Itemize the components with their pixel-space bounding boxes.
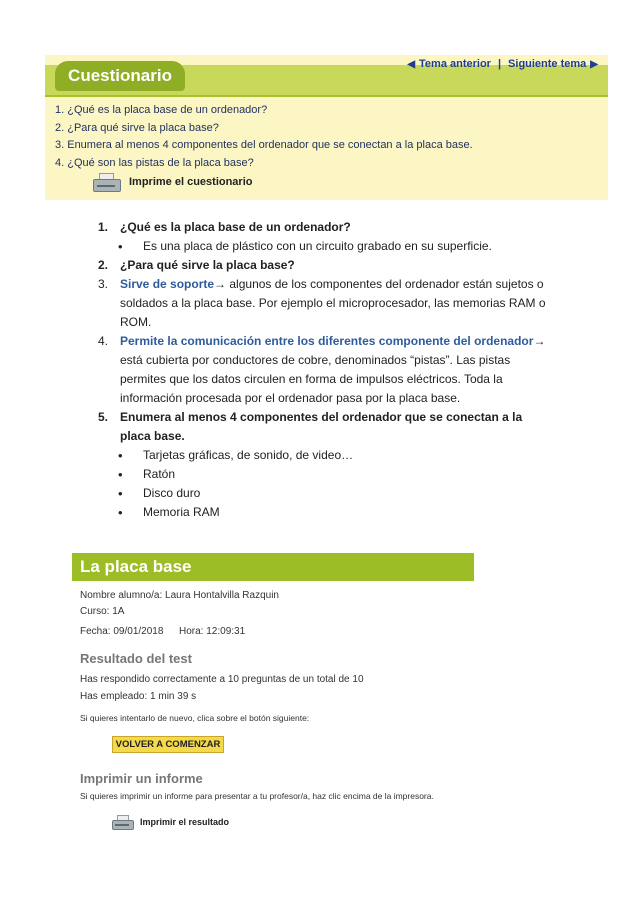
printer-icon [112, 815, 132, 829]
arrow-left-icon: ◀ [407, 58, 416, 70]
course: Curso: 1A [80, 606, 125, 617]
item-number: 1. [98, 220, 109, 234]
component-item: • Memoria RAM [98, 503, 548, 522]
answer-item-4 [98, 332, 548, 408]
nav-separator: | [497, 58, 502, 70]
print-result-label: Imprimir el resultado [140, 817, 230, 827]
quiz-question: 2. ¿Para qué sirve la placa base? [55, 121, 219, 134]
result-panel [72, 553, 474, 843]
quiz-nav [407, 58, 598, 70]
answer-item-3 [98, 275, 548, 332]
arrow-right-icon: ▶ [590, 58, 598, 70]
restart-button[interactable]: VOLVER A COMENZAR [112, 736, 224, 753]
item-number: 2. [98, 258, 109, 272]
print-quiz-label: Imprime el cuestionario [129, 176, 253, 188]
quiz-banner [45, 55, 608, 200]
test-heading: Resultado del test [80, 651, 192, 666]
component-item: • Tarjetas gráficas, de sonido, de video… [98, 446, 548, 465]
answer-lead: Permite la comunicación entre los diferentes componente del ordenador [120, 334, 534, 348]
answer-lead: Sirve de soporte [120, 277, 215, 291]
print-quiz-button[interactable] [93, 173, 252, 191]
result-title: La placa base [72, 553, 474, 581]
quiz-question: 4. ¿Qué son las pistas de la placa base? [55, 156, 254, 169]
print-result-button[interactable] [112, 815, 229, 829]
question-text: Enumera al menos 4 componentes del ordenador que se conectan a la placa base. [120, 410, 523, 443]
duration-text: Has empleado: 1 min 39 s [80, 691, 197, 702]
retry-hint: Si quieres intentarlo de nuevo, clica sobre el botón siguiente: [80, 713, 310, 723]
item-number: 4. [98, 334, 109, 348]
component-item: • Ratón [98, 465, 548, 484]
quiz-question: 3. Enumera al menos 4 componentes del ordenador que se conectan a la placa base. [55, 139, 473, 151]
answer-text: está cubierta por conductores de cobre, denominados “pistas”. Las pistas permites que los datos circulen en forma de impulsos eléctricos. Toda la información procesada por el ordenador pasa por la placa base. [120, 353, 511, 405]
quiz-title: Cuestionario [55, 61, 185, 91]
answer-item-5 [98, 408, 548, 446]
next-topic-link[interactable]: Siguiente tema [508, 58, 587, 70]
arrow-right-icon: → [533, 334, 546, 348]
prev-topic-link[interactable]: Tema anterior [419, 58, 491, 70]
report-heading: Imprimir un informe [80, 771, 203, 786]
question-text: ¿Qué es la placa base de un ordenador? [120, 220, 351, 234]
answer-item-1 [98, 218, 548, 237]
quiz-question: 1. ¿Qué es la placa base de un ordenador? [55, 104, 268, 116]
quiz-question-list [55, 102, 473, 172]
student-name: Nombre alumno/a: Laura Hontalvilla Razquin [80, 590, 279, 601]
answer-text: Es una placa de plástico con un circuito grabado en su superficie. [143, 239, 492, 253]
question-text: ¿Para qué sirve la placa base? [120, 258, 295, 272]
answer-item-2 [98, 256, 548, 275]
score-text: Has respondido correctamente a 10 preguntas de un total de 10 [80, 674, 364, 685]
item-number: 5. [98, 410, 109, 424]
item-number: 3. [98, 277, 109, 291]
time: Hora: 12:09:31 [179, 626, 246, 637]
arrow-right-icon: → [214, 277, 227, 291]
answer-bullet [98, 237, 548, 256]
answer-text: algunos de los componentes del ordenador están sujetos o soldados a la placa base. Por ejemplo el microprocesador, las memorias RAM o ROM. [120, 277, 546, 329]
component-item: • Disco duro [98, 484, 548, 503]
answers-section [98, 218, 548, 522]
date: Fecha: 09/01/2018 [80, 626, 164, 637]
report-hint: Si quieres imprimir un informe para presentar a tu profesor/a, haz clic encima de la impresora. [80, 791, 434, 801]
printer-icon [93, 173, 119, 191]
